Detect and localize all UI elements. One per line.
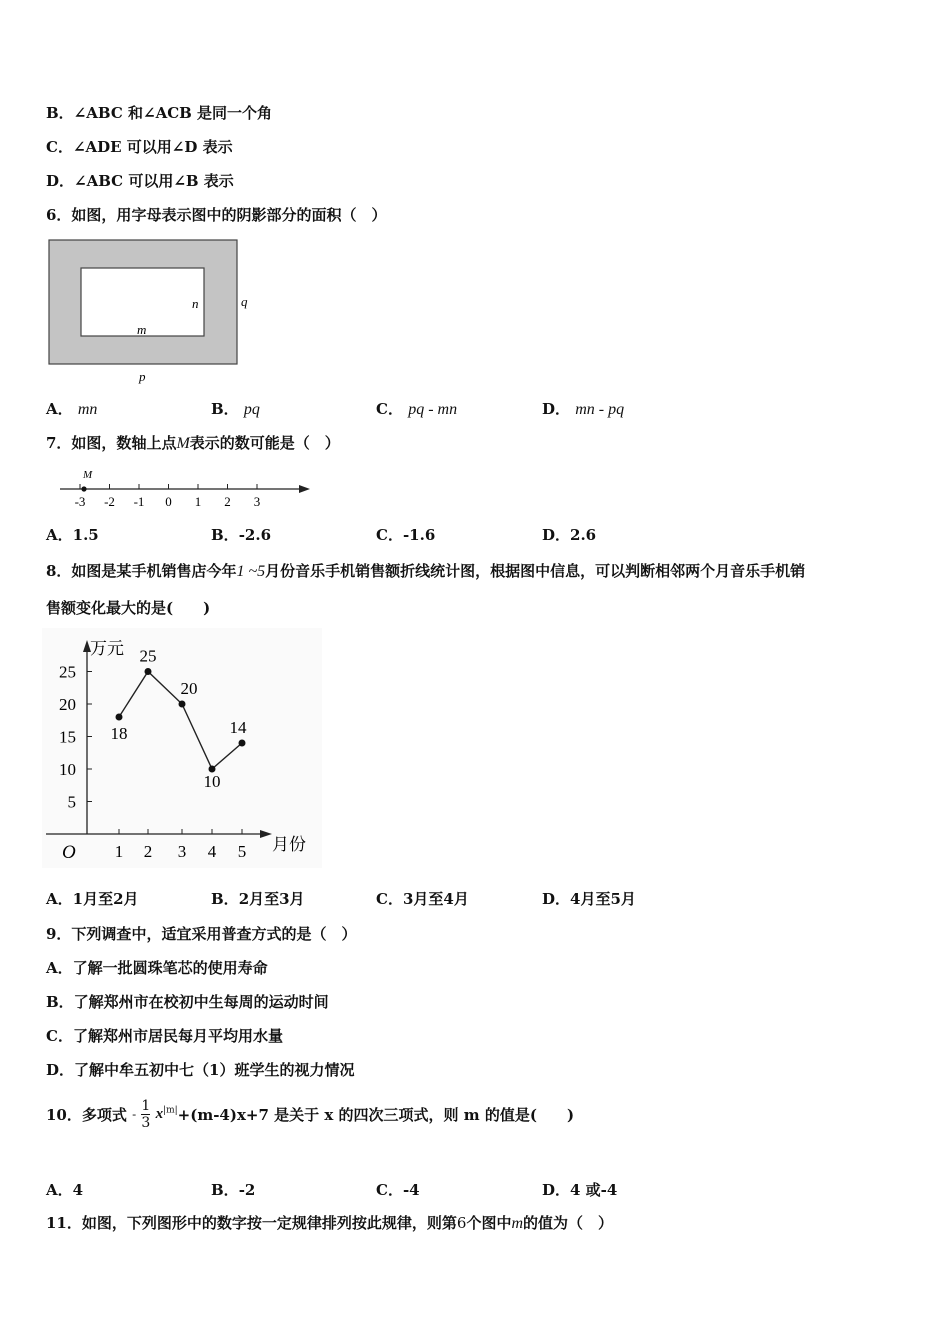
q6-stem: 6．如图，用字母表示图中的阴影部分的面积（ ） (46, 206, 387, 224)
q9-option-c: C．了解郑州市居民每月平均用水量 (46, 1027, 283, 1045)
q9-option-a: A．了解一批圆珠笔芯的使用寿命 (46, 959, 268, 977)
origin-label: O (62, 842, 76, 863)
x-tick-label: 4 (207, 842, 217, 861)
q10-option-a: A．4 (46, 1181, 84, 1199)
q7-option-d: D．2.6 (542, 526, 597, 544)
q8-option-d: D．4月至5月 (542, 890, 636, 908)
q8-stem-line2: 售额变化最大的是( ) (46, 599, 211, 617)
q8-stem-line1: 8．如图是某手机销售店今年1 ~5月份音乐手机销售额折线统计图，根据图中信息，可以判断相邻两个月音乐手机销 (46, 562, 806, 580)
x-axis-label: 月份 (272, 835, 306, 854)
number-line-tick-label: 3 (253, 494, 261, 509)
data-point (179, 701, 186, 708)
q7-number-line (58, 462, 318, 512)
label-m: m (137, 322, 147, 337)
q5-option-b: B．∠ABC 和∠ACB 是同一个角 (46, 104, 273, 122)
q9-stem: 9．下列调查中，适宜采用普查方式的是（ ） (46, 925, 357, 943)
q6-figure (46, 236, 266, 386)
y-tick-label: 10 (59, 760, 76, 779)
q9-option-d: D．了解中牟五初中七（1）班学生的视力情况 (46, 1061, 355, 1079)
number-line-tick-label: 1 (194, 494, 202, 509)
q8-option-a: A．1月至2月 (46, 890, 139, 908)
q6-option-a: A． mn (46, 400, 98, 418)
q5-option-c: C．∠ADE 可以用∠D 表示 (46, 138, 233, 156)
q9-option-b: B．了解郑州市在校初中生每周的运动时间 (46, 993, 329, 1011)
q5-option-d: D．∠ABC 可以用∠B 表示 (46, 172, 234, 190)
data-label: 25 (139, 646, 157, 666)
q6-option-c: C． pq - mn (376, 400, 458, 418)
q6-option-b: B． pq (211, 400, 260, 418)
number-line-tick-label: -2 (104, 494, 115, 509)
data-point (239, 740, 246, 747)
q10-stem: 10．多项式 - $\frac{1}{3}$ $x^{|m|}+(m-4)x+7$ 是关于 x 的四次三项式，则 m 的值是( ) (46, 1098, 575, 1131)
number-line-tick-label: 0 (165, 494, 172, 509)
data-point (145, 668, 152, 675)
x-tick-label: 1 (114, 842, 124, 861)
data-point (116, 714, 123, 721)
q7-option-a: A．1.5 (46, 526, 99, 544)
y-tick-label: 5 (67, 792, 76, 812)
point-m (81, 486, 86, 491)
q8-option-c: C．3月至4月 (376, 890, 469, 908)
data-label: 14 (229, 718, 247, 737)
q7-option-c: C．-1.6 (376, 526, 436, 544)
number-line-tick-label: -3 (74, 494, 86, 509)
number-line-tick-label: 2 (224, 494, 231, 509)
y-tick-label: 20 (59, 695, 76, 714)
q8-option-b: B．2月至3月 (211, 890, 305, 908)
number-line-tick-label: -1 (133, 494, 145, 509)
point-m-label: M (83, 469, 93, 481)
q10-option-b: B．-2 (211, 1181, 256, 1199)
y-tick-label: 25 (59, 662, 76, 682)
q11-stem: 11．如图，下列图形中的数字按一定规律排列按此规律，则第6个图中m的值为（ ） (46, 1214, 614, 1232)
x-tick-label: 2 (143, 842, 153, 861)
data-label: 10 (203, 772, 221, 791)
q6-option-d: D． mn - pq (542, 400, 625, 418)
q7-option-b: B．-2.6 (211, 526, 272, 544)
q8-line-chart (42, 628, 322, 868)
y-tick-label: 15 (59, 727, 76, 747)
fraction: $\frac{1}{3}$ (141, 1098, 151, 1131)
x-tick-label: 5 (237, 842, 247, 861)
label-q: q (241, 294, 248, 309)
data-label: 18 (110, 724, 128, 743)
y-axis-label: 万元 (90, 639, 124, 658)
x-tick-label: 3 (177, 842, 187, 861)
q10-option-d: D．4 或-4 (542, 1181, 618, 1199)
label-n: n (192, 296, 199, 311)
q10-option-c: C．-4 (376, 1181, 420, 1199)
data-label: 20 (180, 679, 198, 698)
q7-stem: 7．如图，数轴上点M表示的数可能是（ ） (46, 434, 340, 452)
label-p: p (139, 369, 146, 384)
